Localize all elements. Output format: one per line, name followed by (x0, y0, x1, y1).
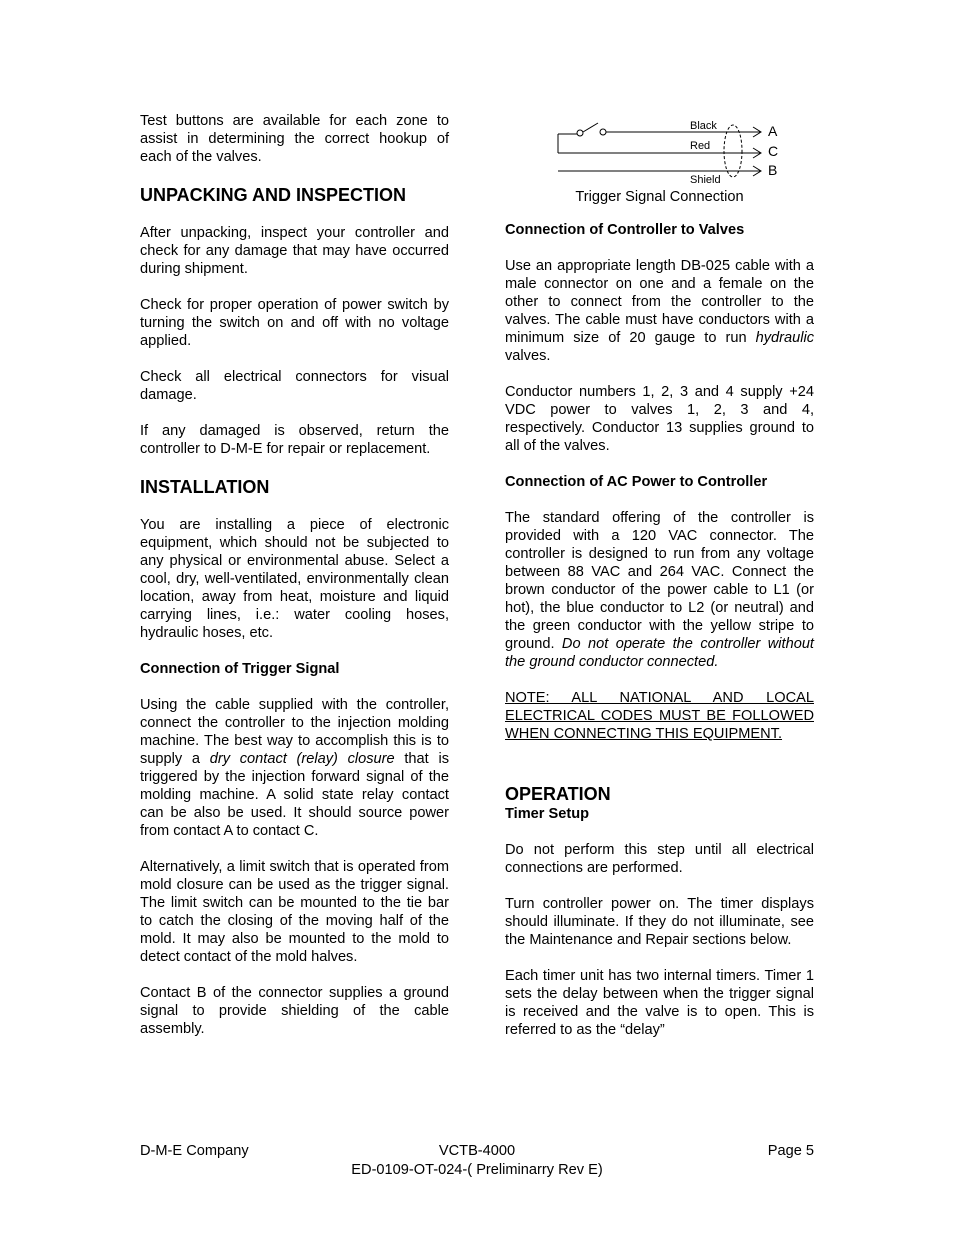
trigger-signal-diagram (555, 117, 795, 183)
installation-heading: INSTALLATION (140, 477, 270, 497)
unpacking-heading: UNPACKING AND INSPECTION (140, 185, 407, 205)
valves-text-a: Use an appropriate length DB-025 cable with a male connector on one and a female on the other to connect from the controller to the valves. The cable must have conductors with a minimum size of 20 gauge to run (505, 258, 814, 346)
trigger-paragraph-1 (140, 696, 449, 840)
switch-contact-right (600, 129, 606, 135)
unpacking-paragraph-2: Check for proper operation of power switch by turning the switch on and off with no voltage applied. (140, 297, 449, 349)
terminal-b: B (768, 162, 778, 178)
timer-paragraph-1: Do not perform this step until all electrical connections are performed. (505, 842, 814, 876)
operation-heading: OPERATION (505, 784, 611, 804)
trigger-heading: Connection of Trigger Signal (140, 661, 340, 677)
footer-model: VCTB-4000 (438, 1143, 516, 1159)
timer-paragraph-3: Each timer unit has two internal timers. Timer 1 sets the delay between when the trigger signal is received and the valve is to open. This is referred to as the “delay” (505, 968, 814, 1038)
timer-paragraph-2: Turn controller power on. The timer displays should illuminate. If they do not illuminate, see the Maintenance and Repair sections below. (505, 896, 814, 948)
trigger-text-emphasis: dry contact (relay) closure (209, 751, 395, 767)
trigger-paragraph-3: Contact B of the connector supplies a ground signal to provide shielding of the cable assembly. (140, 985, 449, 1037)
diagram-caption: Trigger Signal Connection (575, 189, 744, 205)
ac-power-heading: Connection of AC Power to Controller (505, 474, 768, 490)
page-footer (140, 1142, 814, 1180)
trigger-paragraph-2: Alternatively, a limit switch that is operated from mold closure can be used as the trigger signal. The limit switch can be mounted to the tie bar to catch the closing of the moving half of the mold. It may also be mounted to the mold to detect contact of the mold halves. (140, 859, 449, 965)
footer-doc-id: ED-0109-OT-024-( Preliminarry Rev E) (351, 1162, 603, 1178)
unpacking-paragraph-4: If any damaged is observed, return the controller to D-M-E for repair or replacement. (140, 423, 449, 457)
trigger-text-b: that is triggered by the injection forward signal of the molding machine. A solid state relay contact can be also be used. It should source power from contact A to contact C. (140, 751, 449, 839)
label-black: Black (690, 120, 717, 132)
label-shield: Shield (690, 174, 721, 183)
terminal-c: C (768, 143, 779, 159)
shield-ellipse (724, 125, 742, 177)
intro-paragraph: Test buttons are available for each zone to assist in determining the correct hookup of each of the valves. (140, 113, 449, 165)
switch-contact-left (577, 130, 583, 136)
valves-text-emphasis: hydraulic (755, 330, 814, 346)
right-column (505, 221, 814, 1057)
trigger-text-a: Using the cable supplied with the controller, connect the controller to the injection molding machine. The best way to accomplish this is to supply a (140, 697, 449, 767)
footer-page-number: Page 5 (767, 1143, 814, 1159)
unpacking-paragraph-1: After unpacking, inspect your controller and check for any damage that may have occurred during shipment. (140, 225, 449, 277)
left-column (140, 112, 449, 1056)
installation-paragraph: You are installing a piece of electronic equipment, which should not be subjected to any physical or environmental abuse. Select a cool, dry, well-ventilated, environmentally clean location, away from heat, moisture and liquid carrying lines, i.e.: water cooling hoses, hydraulic hoses, etc. (140, 517, 449, 641)
valves-paragraph-1 (505, 257, 814, 365)
label-red: Red (690, 140, 711, 152)
ac-warning-emphasis: Do not operate the controller without the ground conductor connected. (505, 636, 814, 670)
valves-text-b: valves. (505, 348, 551, 364)
ac-power-paragraph (505, 509, 814, 671)
timer-setup-heading: Timer Setup (505, 806, 590, 822)
footer-company: D-M-E Company (140, 1143, 249, 1159)
switch-blade (583, 123, 598, 132)
terminal-a: A (768, 123, 778, 139)
electrical-codes-note: NOTE: ALL NATIONAL AND LOCAL ELECTRICAL CODES MUST BE FOLLOWED WHEN CONNECTING THIS EQUIPMENT. (505, 690, 814, 742)
ac-text: The standard offering of the controller is provided with a 120 VAC connector. The controller is designed to run from any voltage between 88 VAC and 264 VAC. Connect the brown conductor of the power cable to L1 (or hot), the blue conductor to L2 (or neutral) and the green conductor with the yellow stripe to ground. (505, 510, 814, 652)
valves-heading: Connection of Controller to Valves (505, 222, 745, 238)
unpacking-paragraph-3: Check all electrical connectors for visual damage. (140, 369, 449, 403)
valves-paragraph-2: Conductor numbers 1, 2, 3 and 4 supply +24 VDC power to valves 1, 2, 3 and 4, respectively. Conductor 13 supplies ground to all of the valves. (505, 384, 814, 454)
